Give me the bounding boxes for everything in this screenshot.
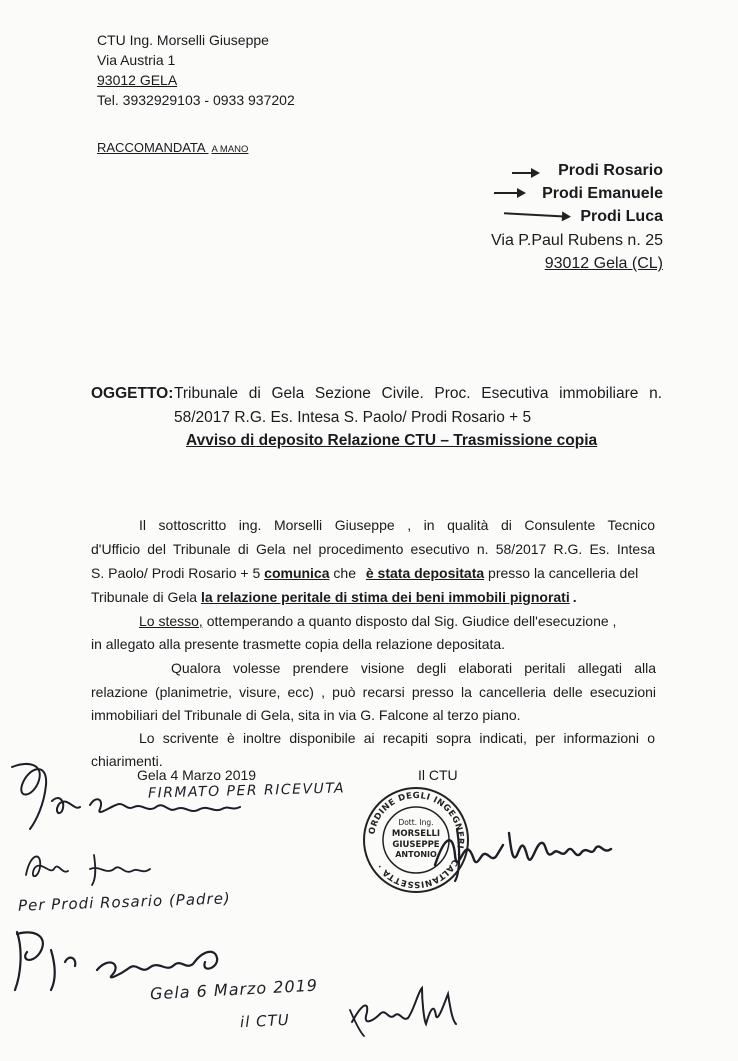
- recipient-name-1: Prodi Rosario: [558, 162, 663, 179]
- handwritten-date-note: Gela 6 Marzo 2019: [149, 975, 319, 1004]
- body-p3-line-3: immobiliari del Tribunale di Gela, sita in via G. Falcone al terzo piano.: [91, 707, 521, 723]
- sender-phone: Tel. 3932929103 - 0933 937202: [97, 92, 295, 108]
- body-text-segment: .: [572, 589, 577, 605]
- handwritten-received-note: FIRMATO PER RICEVUTA: [147, 780, 346, 802]
- body-text-segment: Lo stesso,: [139, 613, 203, 629]
- sender-name: CTU Ing. Morselli Giuseppe: [97, 32, 269, 48]
- handwritten-on-behalf: Per Prodi Rosario (Padre): [17, 889, 232, 915]
- body-emphasis-comunica: comunica: [264, 565, 330, 581]
- handwritten-ctu-note: il CTU: [239, 1010, 291, 1032]
- delivery-method-label: RACCOMANDATA: [97, 140, 205, 155]
- body-p3-line-1: Qualora volesse prendere visione degli elaborati peritali allegati alla: [171, 660, 656, 676]
- subject-label: OGGETTO:: [91, 385, 174, 402]
- body-p1-line-1: Il sottoscritto ing. Morselli Giuseppe , in qualità di Consulente Tecnico: [139, 517, 655, 533]
- stamp-center-line-2: MORSELLI: [391, 829, 441, 839]
- subject-line-2: 58/2017 R.G. Es. Intesa S. Paolo/ Prodi Rosario + 5: [174, 409, 532, 426]
- handwritten-signature-2: [20, 845, 170, 895]
- ctu-signature: [425, 815, 625, 885]
- subject-line-3: Avviso di deposito Relazione CTU – Trasmissione copia: [186, 432, 598, 449]
- delivery-mode: A MANO: [211, 144, 249, 155]
- body-p3-line-2: relazione (planimetrie, visure, ecc) , può recarsi presso la cancelleria delle esecuzioni: [91, 684, 656, 700]
- body-text-segment: Tribunale di Gela: [91, 589, 198, 605]
- arrow-icon: [494, 192, 524, 194]
- arrow-icon: [504, 212, 569, 217]
- body-emphasis-relazione: la relazione peritale di stima dei beni immobili pignorati: [200, 589, 570, 605]
- recipient-name-3: Prodi Luca: [580, 208, 663, 225]
- body-p4-line-2: chiarimenti.: [91, 753, 163, 769]
- body-text-segment: presso la cancelleria del: [488, 565, 639, 581]
- sender-city: 93012 GELA: [97, 72, 178, 88]
- closing-role: Il CTU: [418, 767, 458, 783]
- stamp-center-line-3: GIUSEPPE: [392, 840, 440, 850]
- recipient-street: Via P.Paul Rubens n. 25: [491, 232, 663, 249]
- arrow-icon: [512, 172, 538, 174]
- recipient-name-2: Prodi Emanuele: [542, 185, 663, 202]
- body-emphasis-depositata: è stata depositata: [365, 565, 485, 581]
- body-p1-line-2: d'Ufficio del Tribunale di Gela nel procedimento esecutivo n. 58/2017 R.G. Es. Intesa: [91, 541, 655, 557]
- body-p4-line-1: Lo scrivente è inoltre disponibile ai recapiti sopra indicati, per informazioni o: [139, 730, 655, 746]
- body-p1-line-3: [91, 563, 638, 585]
- handwritten-signature-1: [0, 755, 250, 835]
- body-p2-line-2: in allegato alla presente trasmette copia della relazione depositata.: [91, 636, 506, 652]
- body-text-segment: che: [333, 565, 356, 581]
- body-p2-line-1: [139, 611, 616, 633]
- sender-block: [97, 30, 295, 110]
- body-p1-line-4: [91, 587, 577, 609]
- body-text-segment: S. Paolo/ Prodi Rosario + 5: [91, 565, 261, 581]
- stamp-ring-text: ORDINE DEGLI INGEGNERI · CALTANISSETTA ·: [367, 790, 466, 890]
- sender-street: Via Austria 1: [97, 52, 176, 68]
- handwritten-ctu-signature: [330, 980, 480, 1040]
- stamp-center-line-1: Dott. Ing.: [398, 818, 434, 827]
- delivery-method: [97, 140, 248, 155]
- stamp-center-line-4: ANTONIO: [395, 850, 437, 859]
- subject-line-1: Tribunale di Gela Sezione Civile. Proc. Esecutiva immobiliare n.: [174, 385, 662, 402]
- body-text-segment: ottemperando a quanto disposto dal Sig. Giudice dell'esecuzione ,: [206, 613, 617, 629]
- recipient-city: 93012 Gela (CL): [544, 255, 663, 272]
- closing-place-date: Gela 4 Marzo 2019: [137, 767, 257, 783]
